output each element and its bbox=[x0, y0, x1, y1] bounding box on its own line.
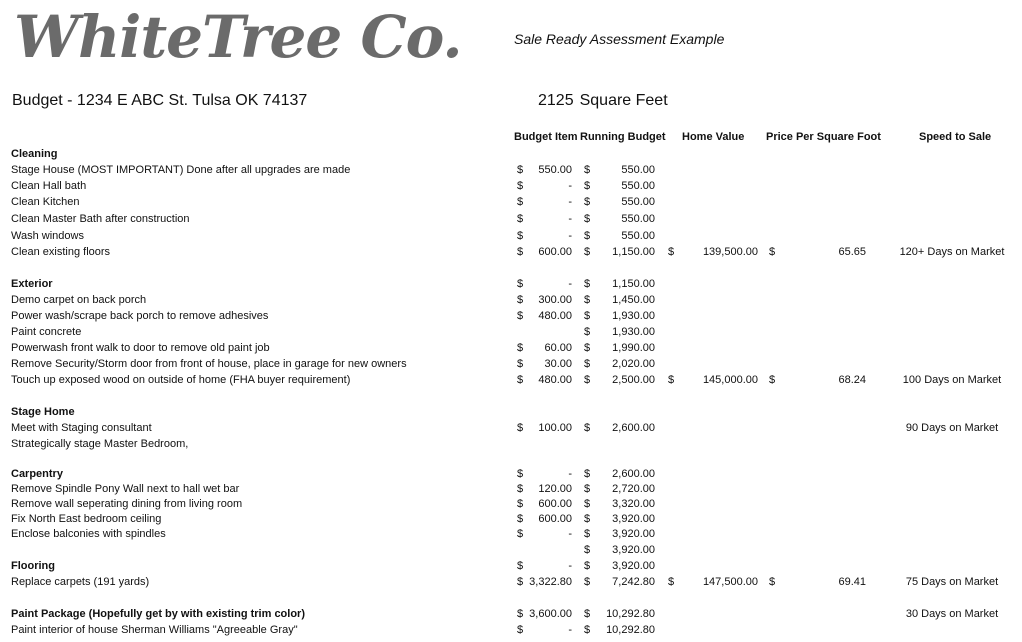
budget-item-amount: - bbox=[568, 528, 572, 540]
budget-item-amount: 600.00 bbox=[538, 498, 572, 510]
row-description: Remove wall seperating dining from living room bbox=[11, 498, 243, 510]
running-budget-amount: 2,600.00 bbox=[612, 422, 655, 434]
table-row bbox=[0, 244, 1022, 260]
budget-item-amount: 100.00 bbox=[538, 422, 572, 434]
running-budget-currency: $ bbox=[584, 498, 591, 510]
running-budget-amount: 550.00 bbox=[621, 213, 655, 225]
table-row bbox=[0, 558, 1022, 574]
table-row bbox=[0, 574, 1022, 590]
running-budget-currency: $ bbox=[584, 422, 591, 434]
budget-item-amount: - bbox=[568, 468, 572, 480]
budget-item-currency: $ bbox=[517, 422, 524, 434]
running-budget-amount: 7,242.80 bbox=[612, 576, 655, 588]
budget-item-amount: 480.00 bbox=[538, 310, 572, 322]
running-budget-currency: $ bbox=[584, 374, 591, 386]
budget-item-amount: 30.00 bbox=[544, 358, 572, 370]
running-budget-amount: 1,150.00 bbox=[612, 246, 655, 258]
budget-item-amount: 60.00 bbox=[544, 342, 572, 354]
budget-item-currency: $ bbox=[517, 608, 524, 620]
price-per-sqft-amount: 68.24 bbox=[838, 374, 866, 386]
table-row bbox=[0, 324, 1022, 340]
running-budget-amount: 1,930.00 bbox=[612, 310, 655, 322]
budget-item-amount: 550.00 bbox=[538, 164, 572, 176]
budget-item-amount: - bbox=[568, 213, 572, 225]
budget-item-currency: $ bbox=[517, 513, 524, 525]
square-feet-value: 2125 bbox=[538, 92, 574, 109]
running-budget-amount: 550.00 bbox=[621, 230, 655, 242]
running-budget-amount: 2,500.00 bbox=[612, 374, 655, 386]
running-budget-currency: $ bbox=[584, 624, 591, 636]
budget-item-amount: - bbox=[568, 230, 572, 242]
column-header-budget-item: Budget Item bbox=[514, 131, 578, 143]
row-description: Power wash/scrape back porch to remove adhesives bbox=[11, 310, 269, 322]
running-budget-currency: $ bbox=[584, 560, 591, 572]
running-budget-amount: 2,020.00 bbox=[612, 358, 655, 370]
budget-item-currency: $ bbox=[517, 468, 524, 480]
budget-item-currency: $ bbox=[517, 528, 524, 540]
budget-item-amount: 600.00 bbox=[538, 513, 572, 525]
running-budget-amount: 550.00 bbox=[621, 196, 655, 208]
table-row bbox=[0, 622, 1022, 638]
running-budget-amount: 3,920.00 bbox=[612, 513, 655, 525]
running-budget-amount: 550.00 bbox=[621, 180, 655, 192]
budget-item-currency: $ bbox=[517, 342, 524, 354]
budget-item-amount: - bbox=[568, 196, 572, 208]
table-row bbox=[0, 308, 1022, 324]
price-per-sqft-amount: 69.41 bbox=[838, 576, 866, 588]
budget-item-currency: $ bbox=[517, 576, 524, 588]
speed-to-sale-value: 90 Days on Market bbox=[905, 422, 999, 434]
row-description: Fix North East bedroom ceiling bbox=[11, 513, 162, 525]
budget-item-currency: $ bbox=[517, 196, 524, 208]
running-budget-currency: $ bbox=[584, 294, 591, 306]
row-description: Paint concrete bbox=[11, 326, 82, 338]
table-row bbox=[0, 420, 1022, 436]
row-description: Remove Spindle Pony Wall next to hall wet bar bbox=[11, 483, 240, 495]
running-budget-amount: 1,930.00 bbox=[612, 326, 655, 338]
running-budget-currency: $ bbox=[584, 246, 591, 258]
row-description: Touch up exposed wood on outside of home (FHA buyer requirement) bbox=[11, 374, 351, 386]
row-description: Exterior bbox=[11, 278, 53, 290]
row-description: Stage Home bbox=[11, 406, 75, 418]
budget-item-currency: $ bbox=[517, 164, 524, 176]
row-description: Carpentry bbox=[11, 468, 63, 480]
running-budget-currency: $ bbox=[584, 608, 591, 620]
whitetree-logo: WhiteTree Co. bbox=[14, 3, 462, 71]
row-description: Clean Hall bath bbox=[11, 180, 87, 192]
running-budget-currency: $ bbox=[584, 310, 591, 322]
budget-item-amount: - bbox=[568, 278, 572, 290]
home-value-amount: 139,500.00 bbox=[702, 246, 758, 258]
running-budget-amount: 550.00 bbox=[621, 164, 655, 176]
running-budget-currency: $ bbox=[584, 576, 591, 588]
square-feet-label: Square Feet bbox=[579, 92, 668, 109]
table-row bbox=[0, 162, 1022, 178]
price-per-sqft-currency: $ bbox=[769, 576, 776, 588]
row-description: Replace carpets (191 yards) bbox=[11, 576, 150, 588]
running-budget-currency: $ bbox=[584, 528, 591, 540]
table-row bbox=[0, 511, 1022, 527]
budget-item-currency: $ bbox=[517, 294, 524, 306]
document-subtitle: Sale Ready Assessment Example bbox=[514, 31, 725, 47]
row-description: Enclose balconies with spindles bbox=[11, 528, 166, 540]
price-per-sqft-currency: $ bbox=[769, 246, 776, 258]
running-budget-currency: $ bbox=[584, 230, 591, 242]
row-description: Stage House (MOST IMPORTANT) Done after all upgrades are made bbox=[11, 164, 351, 176]
budget-item-amount: - bbox=[568, 560, 572, 572]
column-header-running-budget: Running Budget bbox=[580, 131, 666, 143]
table-row bbox=[0, 466, 1022, 482]
running-budget-currency: $ bbox=[584, 342, 591, 354]
budget-item-amount: - bbox=[568, 180, 572, 192]
home-value-amount: 147,500.00 bbox=[702, 576, 758, 588]
table-row bbox=[0, 356, 1022, 372]
running-budget-currency: $ bbox=[584, 213, 591, 225]
table-row bbox=[0, 292, 1022, 308]
running-budget-currency: $ bbox=[584, 180, 591, 192]
budget-item-currency: $ bbox=[517, 213, 524, 225]
table-row bbox=[0, 436, 1022, 452]
row-description: Clean Kitchen bbox=[11, 196, 80, 208]
table-row bbox=[0, 526, 1022, 542]
home-value-currency: $ bbox=[668, 246, 675, 258]
budget-item-currency: $ bbox=[517, 560, 524, 572]
speed-to-sale-value: 75 Days on Market bbox=[905, 576, 999, 588]
running-budget-amount: 10,292.80 bbox=[606, 608, 655, 620]
table-row bbox=[0, 496, 1022, 512]
budget-item-amount: - bbox=[568, 624, 572, 636]
column-header-price-per-square-foot: Price Per Square Foot bbox=[766, 131, 881, 143]
budget-item-amount: 3,600.00 bbox=[529, 608, 572, 620]
table-row bbox=[0, 276, 1022, 292]
row-description: Paint Package (Hopefully get by with existing trim color) bbox=[11, 608, 305, 620]
speed-to-sale-value: 100 Days on Market bbox=[902, 374, 1002, 386]
column-header-speed-to-sale: Speed to Sale bbox=[919, 131, 992, 143]
budget-item-currency: $ bbox=[517, 498, 524, 510]
running-budget-amount: 1,990.00 bbox=[612, 342, 655, 354]
budget-item-amount: 3,322.80 bbox=[529, 576, 572, 588]
budget-item-currency: $ bbox=[517, 230, 524, 242]
running-budget-amount: 3,320.00 bbox=[612, 498, 655, 510]
running-budget-amount: 2,720.00 bbox=[612, 483, 655, 495]
budget-item-currency: $ bbox=[517, 180, 524, 192]
table-row bbox=[0, 340, 1022, 356]
row-description: Meet with Staging consultant bbox=[11, 422, 152, 434]
running-budget-currency: $ bbox=[584, 278, 591, 290]
running-budget-amount: 1,450.00 bbox=[612, 294, 655, 306]
running-budget-currency: $ bbox=[584, 164, 591, 176]
running-budget-currency: $ bbox=[584, 483, 591, 495]
table-row bbox=[0, 178, 1022, 194]
home-value-amount: 145,000.00 bbox=[702, 374, 758, 386]
table-row bbox=[0, 194, 1022, 210]
running-budget-currency: $ bbox=[584, 468, 591, 480]
running-budget-currency: $ bbox=[584, 544, 591, 556]
running-budget-amount: 10,292.80 bbox=[606, 624, 655, 636]
row-description: Strategically stage Master Bedroom, bbox=[11, 438, 189, 450]
table-row bbox=[0, 481, 1022, 497]
budget-item-currency: $ bbox=[517, 483, 524, 495]
speed-to-sale-value: 30 Days on Market bbox=[905, 608, 999, 620]
budget-item-currency: $ bbox=[517, 374, 524, 386]
running-budget-amount: 3,920.00 bbox=[612, 528, 655, 540]
budget-item-amount: 120.00 bbox=[538, 483, 572, 495]
home-value-currency: $ bbox=[668, 576, 675, 588]
price-per-sqft-amount: 65.65 bbox=[838, 246, 866, 258]
row-description: Demo carpet on back porch bbox=[11, 294, 147, 306]
running-budget-currency: $ bbox=[584, 513, 591, 525]
running-budget-currency: $ bbox=[584, 326, 591, 338]
row-description: Clean existing floors bbox=[11, 246, 111, 258]
row-description: Paint interior of house Sherman Williams "Agreeable Gray" bbox=[11, 624, 298, 636]
table-row bbox=[0, 606, 1022, 622]
column-header-home-value: Home Value bbox=[682, 131, 745, 143]
row-description: Flooring bbox=[11, 560, 55, 572]
budget-item-currency: $ bbox=[517, 278, 524, 290]
table-row bbox=[0, 542, 1022, 558]
table-row bbox=[0, 372, 1022, 388]
budget-item-amount: 300.00 bbox=[538, 294, 572, 306]
row-description: Remove Security/Storm door from front of house, place in garage for new owners bbox=[11, 358, 407, 370]
running-budget-amount: 2,600.00 bbox=[612, 468, 655, 480]
row-description: Clean Master Bath after construction bbox=[11, 213, 190, 225]
running-budget-amount: 1,150.00 bbox=[612, 278, 655, 290]
home-value-currency: $ bbox=[668, 374, 675, 386]
running-budget-amount: 3,920.00 bbox=[612, 544, 655, 556]
price-per-sqft-currency: $ bbox=[769, 374, 776, 386]
budget-item-amount: 600.00 bbox=[538, 246, 572, 258]
row-description: Cleaning bbox=[11, 148, 58, 160]
budget-item-currency: $ bbox=[517, 246, 524, 258]
running-budget-amount: 3,920.00 bbox=[612, 560, 655, 572]
row-description: Powerwash front walk to door to remove old paint job bbox=[11, 342, 270, 354]
table-row bbox=[0, 211, 1022, 227]
running-budget-currency: $ bbox=[584, 196, 591, 208]
table-row bbox=[0, 146, 1022, 162]
table-row bbox=[0, 228, 1022, 244]
budget-item-currency: $ bbox=[517, 358, 524, 370]
row-description: Wash windows bbox=[11, 230, 84, 242]
running-budget-currency: $ bbox=[584, 358, 591, 370]
budget-item-amount: 480.00 bbox=[538, 374, 572, 386]
speed-to-sale-value: 120+ Days on Market bbox=[899, 246, 1005, 258]
budget-item-currency: $ bbox=[517, 624, 524, 636]
budget-title: Budget - 1234 E ABC St. Tulsa OK 74137 bbox=[12, 92, 308, 109]
budget-item-currency: $ bbox=[517, 310, 524, 322]
table-row bbox=[0, 404, 1022, 420]
